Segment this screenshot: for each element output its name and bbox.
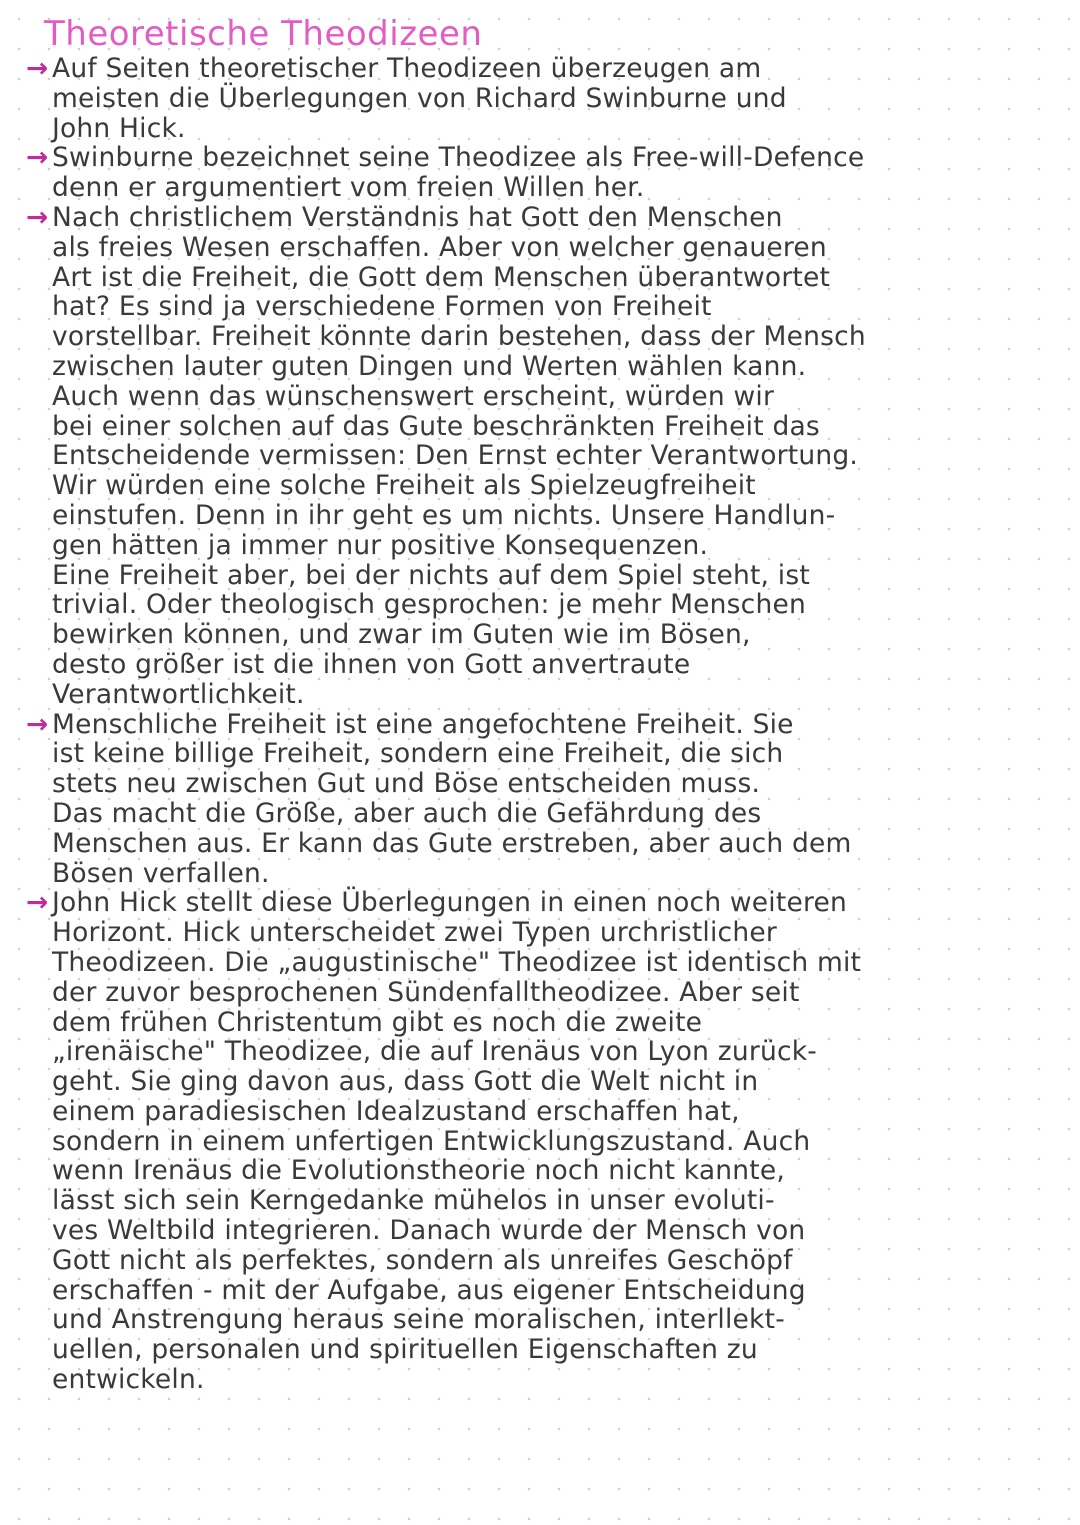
text-line	[26, 292, 1076, 322]
text-line	[26, 263, 1076, 293]
line-text: Verantwortlichkeit.	[52, 678, 305, 710]
line-text: „irenäische" Theodizee, die auf Irenäus von Lyon zurück-	[52, 1036, 818, 1068]
line-text: John Hick.	[52, 112, 186, 144]
line-text: meisten die Überlegungen von Richard Swinburne und	[52, 82, 787, 114]
text-line	[26, 1097, 1076, 1127]
line-text: ves Weltbild integrieren. Danach wurde der Mensch von	[52, 1215, 806, 1247]
bullet-line	[26, 888, 1076, 918]
line-text: bewirken können, und zwar im Guten wie im Bösen,	[52, 619, 751, 651]
arrow-icon: →	[26, 201, 49, 233]
text-line	[26, 1305, 1076, 1335]
line-text: ist keine billige Freiheit, sondern eine Freiheit, die sich	[52, 738, 784, 770]
text-line	[26, 1216, 1076, 1246]
bullet-line	[26, 54, 1076, 84]
text-line	[26, 1127, 1076, 1157]
line-text: Entscheidende vermissen: Den Ernst echter Verantwortung.	[52, 440, 858, 472]
line-text: entwickeln.	[52, 1364, 205, 1396]
line-text: lässt sich sein Kerngedanke mühelos in unser evoluti-	[52, 1185, 775, 1217]
line-text: stets neu zwischen Gut und Böse entscheiden muss.	[52, 768, 761, 800]
text-line	[26, 829, 1076, 859]
line-text: Menschen aus. Er kann das Gute erstreben, aber auch dem	[52, 827, 852, 859]
line-text: uellen, personalen und spirituellen Eigenschaften zu	[52, 1334, 758, 1366]
text-line	[26, 859, 1076, 889]
bullet-line	[26, 143, 1076, 173]
line-text: und Anstrengung heraus seine moralischen, interllekt-	[52, 1304, 785, 1336]
text-line	[26, 84, 1076, 114]
text-line	[26, 739, 1076, 769]
line-text: Swinburne bezeichnet seine Theodizee als Free-will-Defence	[52, 142, 865, 174]
line-text: Horizont. Hick unterscheidet zwei Typen urchristlicher	[52, 917, 777, 949]
line-text: Das macht die Größe, aber auch die Gefährdung des	[52, 797, 762, 829]
text-line	[26, 1335, 1076, 1365]
line-text: Bösen verfallen.	[52, 857, 270, 889]
text-line	[26, 1037, 1076, 1067]
text-line	[26, 650, 1076, 680]
text-line	[26, 501, 1076, 531]
text-line	[26, 471, 1076, 501]
line-text: Art ist die Freiheit, die Gott dem Menschen überantwortet	[52, 261, 831, 293]
line-text: geht. Sie ging davon aus, dass Gott die Welt nicht in	[52, 1066, 759, 1098]
line-text: Eine Freiheit aber, bei der nichts auf dem Spiel steht, ist	[52, 559, 810, 591]
line-text: Nach christlichem Verständnis hat Gott den Menschen	[52, 201, 783, 233]
text-line	[26, 441, 1076, 471]
text-line	[26, 173, 1076, 203]
text-line	[26, 918, 1076, 948]
text-line	[26, 590, 1076, 620]
arrow-icon: →	[26, 887, 49, 919]
bullet-line	[26, 203, 1076, 233]
line-text: gen hätten ja immer nur positive Konsequenzen.	[52, 529, 709, 561]
line-text: erschaffen - mit der Aufgabe, aus eigener Entscheidung	[52, 1274, 806, 1306]
line-text: Gott nicht als perfektes, sondern als unreifes Geschöpf	[52, 1244, 793, 1276]
line-text: einem paradiesischen Idealzustand erschaffen hat,	[52, 1095, 740, 1127]
text-line	[26, 1008, 1076, 1038]
text-line	[26, 1186, 1076, 1216]
arrow-icon: →	[26, 142, 49, 174]
text-body	[26, 54, 1076, 1395]
line-text: hat? Es sind ja verschiedene Formen von Freiheit	[52, 291, 712, 323]
line-text: bei einer solchen auf das Gute beschränkten Freiheit das	[52, 410, 820, 442]
line-text: Auch wenn das wünschenswert erscheint, würden wir	[52, 380, 775, 412]
text-line	[26, 412, 1076, 442]
text-line	[26, 352, 1076, 382]
text-line	[26, 1156, 1076, 1186]
line-text: dem frühen Christentum gibt es noch die zweite	[52, 1006, 703, 1038]
line-text: Wir würden eine solche Freiheit als Spielzeugfreiheit	[52, 470, 756, 502]
line-text: John Hick stellt diese Überlegungen in einen noch weiteren	[52, 887, 847, 919]
arrow-icon: →	[26, 708, 49, 740]
line-text: sondern in einem unfertigen Entwicklungszustand. Auch	[52, 1125, 811, 1157]
text-line	[26, 978, 1076, 1008]
text-line	[26, 531, 1076, 561]
text-line	[26, 1067, 1076, 1097]
text-line	[26, 799, 1076, 829]
text-line	[26, 233, 1076, 263]
line-text: Auf Seiten theoretischer Theodizeen überzeugen am	[52, 53, 762, 84]
line-text: vorstellbar. Freiheit könnte darin bestehen, dass der Mensch	[52, 321, 866, 353]
text-line	[26, 620, 1076, 650]
line-text: zwischen lauter guten Dingen und Werten wählen kann.	[52, 350, 807, 382]
text-line	[26, 680, 1076, 710]
line-text: Theodizeen. Die „augustinische" Theodizee ist identisch mit	[52, 946, 862, 978]
text-line	[26, 322, 1076, 352]
page-title: Theoretische Theodizeen	[44, 14, 483, 54]
line-text: Menschliche Freiheit ist eine angefochtene Freiheit. Sie	[52, 708, 794, 740]
text-line	[26, 382, 1076, 412]
arrow-icon: →	[26, 53, 49, 84]
bullet-line	[26, 710, 1076, 740]
line-text: trivial. Oder theologisch gesprochen: je mehr Menschen	[52, 589, 806, 621]
line-text: wenn Irenäus die Evolutionstheorie noch nicht kannte,	[52, 1155, 786, 1187]
line-text: denn er argumentiert vom freien Willen her.	[52, 172, 645, 204]
text-line	[26, 1276, 1076, 1306]
text-line	[26, 561, 1076, 591]
text-line	[26, 1246, 1076, 1276]
line-text: als freies Wesen erschaffen. Aber von welcher genaueren	[52, 231, 827, 263]
text-line	[26, 114, 1076, 144]
line-text: desto größer ist die ihnen von Gott anvertraute	[52, 648, 691, 680]
text-line	[26, 769, 1076, 799]
line-text: einstufen. Denn in ihr geht es um nichts. Unsere Handlun-	[52, 499, 836, 531]
text-line	[26, 1365, 1076, 1395]
text-line	[26, 948, 1076, 978]
line-text: der zuvor besprochenen Sündenfalltheodizee. Aber seit	[52, 976, 800, 1008]
